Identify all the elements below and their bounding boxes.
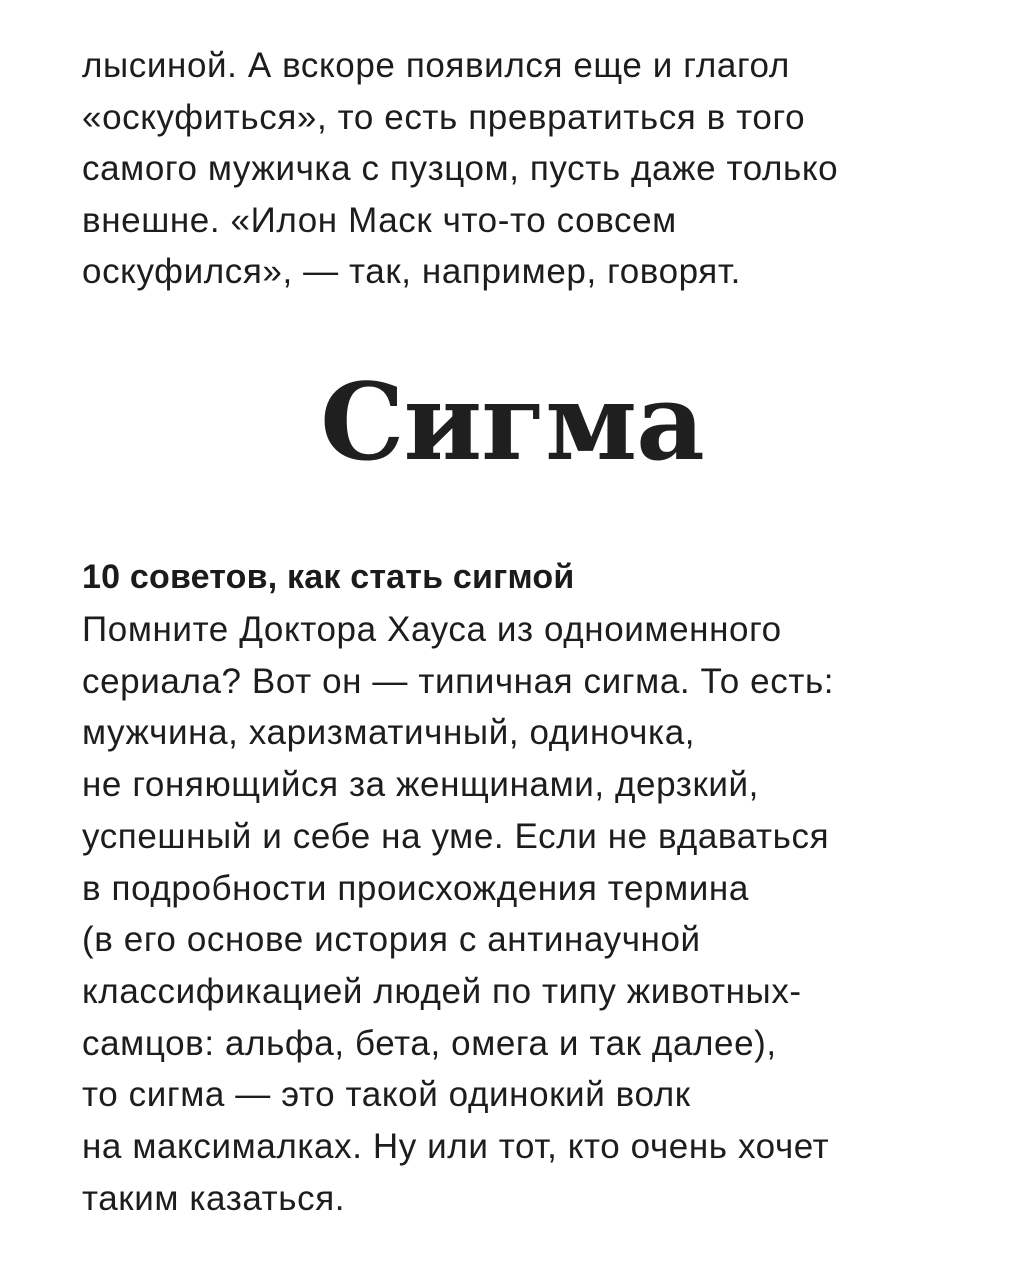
intro-line: «оскуфиться», то есть превратиться в того (82, 97, 806, 137)
body-paragraph (82, 604, 1002, 1224)
intro-line: оскуфился», — так, например, говорят. (82, 252, 741, 291)
body-line: самцов: альфа, бета, омега и так далее), (82, 1023, 777, 1063)
body-line: классификацией людей по типу животных- (82, 971, 802, 1011)
body-line: не гоняющийся за женщинами, дерзкий, (82, 765, 759, 805)
intro-line: самого мужичка с пузцом, пусть даже только (82, 149, 839, 188)
body-line: (в его основе история с антинаучной (82, 920, 701, 960)
intro-paragraph (82, 40, 982, 298)
intro-line: лысиной. А вскоре появился еще и глагол (82, 46, 790, 85)
body-line: таким казаться. (82, 1178, 346, 1218)
intro-line: внешне. «Илон Маск что-то совсем (82, 200, 677, 240)
body-line: успешный и себе на уме. Если не вдаваться (82, 816, 830, 856)
body-line: на максималках. Ну или тот, кто очень хочет (82, 1127, 830, 1167)
body-line: то сигма — это такой одинокий волк (82, 1075, 691, 1115)
body-line: сериала? Вот он — типичная сигма. То есть: (82, 661, 835, 701)
body-line: в подробности происхождения термина (82, 868, 749, 908)
section-subheading: 10 советов, как стать сигмой (82, 558, 575, 596)
body-line: мужчина, харизматичный, одиночка, (82, 713, 696, 753)
section-heading: Сигма (320, 359, 704, 484)
body-line: Помните Доктора Хауса из одноименного (82, 610, 782, 649)
